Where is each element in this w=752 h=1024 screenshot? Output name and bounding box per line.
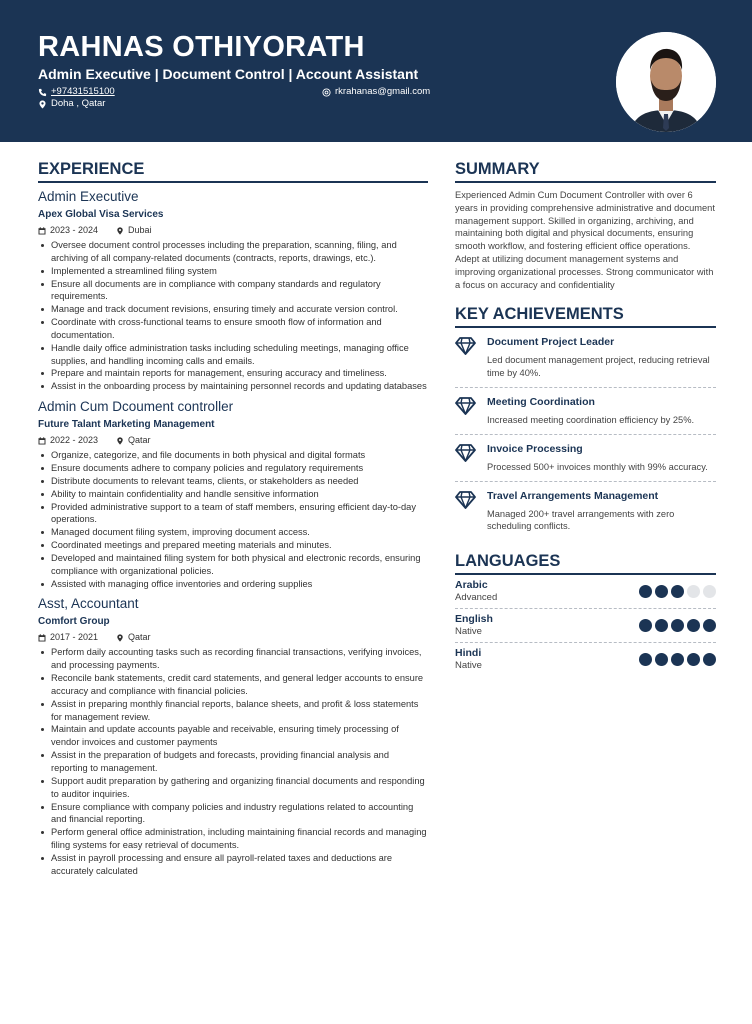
language-level: Native <box>455 626 482 638</box>
experience-column <box>38 160 428 878</box>
rating-dot-filled <box>639 619 652 632</box>
candidate-name: RAHNAS OTHIYORATH <box>38 31 365 63</box>
job-entry <box>38 189 428 393</box>
bullet-item: Implemented a streamlined filing system <box>38 265 428 278</box>
language-item <box>455 575 716 609</box>
achievement-item <box>455 435 716 482</box>
bullet-item: Oversee document control processes including the preparation, scanning, filing, and archiving of all company-related documents (contracts, reports, drawings, etc.). <box>38 239 428 265</box>
job-title: Asst, Accountant <box>38 596 139 612</box>
job-company: Apex Global Visa Services <box>38 209 164 220</box>
bullet-item: Assist in the preparation of budgets and forecasts, providing financial analysis and reporting to management. <box>38 749 428 775</box>
rating-dot-filled <box>671 585 684 598</box>
diamond-icon <box>455 337 476 355</box>
bullet-item: Provided administrative support to a team of staff members, ensuring efficient day-to-day operations. <box>38 501 428 527</box>
bullet-item: Assist in the onboarding process by maintaining personnel records and updating databases <box>38 380 428 393</box>
location-pin-icon <box>116 227 124 235</box>
achievement-item <box>455 482 716 541</box>
language-level: Native <box>455 660 482 672</box>
location-pin-icon <box>116 437 124 445</box>
rating-dot-filled <box>655 653 668 666</box>
bullet-item: Perform general office administration, including maintaining financial records and managing filing systems for easy retrieval of documents. <box>38 826 428 852</box>
achievement-desc: Processed 500+ invoices monthly with 99% accuracy. <box>487 461 708 472</box>
diamond-icon <box>455 397 476 415</box>
bullet-item: Managed document filing system, improving document access. <box>38 526 428 539</box>
calendar-icon <box>38 634 46 642</box>
bullet-item: Handle daily office administration tasks including scheduling meetings, managing office supplies, and handling incoming calls and emails. <box>38 342 428 368</box>
email-contact[interactable] <box>322 86 430 98</box>
language-name: English <box>455 613 493 626</box>
experience-heading: EXPERIENCE <box>38 160 428 183</box>
job-meta <box>38 225 428 236</box>
rating-dot-filled <box>703 619 716 632</box>
bullet-item: Developed and maintained filing system for both physical and electronic records, ensuring compliance with organizational policies. <box>38 552 428 578</box>
job-location: Qatar <box>128 435 151 446</box>
language-rating <box>639 585 716 598</box>
diamond-icon <box>455 491 476 509</box>
achievement-item <box>455 388 716 435</box>
rating-dot-filled <box>687 653 700 666</box>
job-meta <box>38 435 428 446</box>
bullet-item: Prepare and maintain reports for management, ensuring accuracy and timeliness. <box>38 367 428 380</box>
sidebar-column <box>455 160 716 676</box>
achievement-title: Document Project Leader <box>487 336 615 349</box>
job-title: Admin Cum Dcoument controller <box>38 399 234 415</box>
rating-dot-filled <box>655 619 668 632</box>
language-name: Arabic <box>455 579 488 592</box>
languages-heading: LANGUAGES <box>455 552 716 575</box>
location-pin-icon <box>38 100 47 109</box>
bullet-item: Ensure documents adhere to company policies and regulatory requirements <box>38 462 428 475</box>
rating-dot-filled <box>671 653 684 666</box>
bullet-item: Manage and track document revisions, ensuring timely and accurate version control. <box>38 303 428 316</box>
email-address[interactable]: rkrahanas@gmail.com <box>335 86 431 97</box>
achievement-item <box>455 328 716 388</box>
bullet-item: Ability to maintain confidentiality and handle sensitive information <box>38 488 428 501</box>
job-title: Admin Executive <box>38 189 139 204</box>
language-item <box>455 609 716 643</box>
rating-dot-filled <box>639 585 652 598</box>
achievement-title: Meeting Coordination <box>487 395 595 408</box>
candidate-headline: Admin Executive | Document Control | Account Assistant <box>38 66 419 82</box>
language-rating <box>639 653 716 666</box>
bullet-item: Distribute documents to relevant teams, clients, or stakeholders as needed <box>38 475 428 488</box>
job-bullets <box>38 449 428 590</box>
bullet-item: Coordinate with cross-functional teams to ensure smooth flow of information and documentation. <box>38 316 428 342</box>
diamond-icon <box>455 444 476 462</box>
job-bullets <box>38 239 428 393</box>
achievement-desc: Led document management project, reducing retrieval time by 40%. <box>487 355 710 379</box>
phone-icon <box>38 88 47 97</box>
job-company: Comfort Group <box>38 616 110 628</box>
bullet-item: Ensure all documents are in compliance with company standards and regulatory requirements. <box>38 278 428 304</box>
achievements-heading: KEY ACHIEVEMENTS <box>455 305 716 328</box>
rating-dot-empty <box>687 585 700 598</box>
job-meta <box>38 632 428 643</box>
resume-header <box>0 0 752 142</box>
job-location: Qatar <box>128 632 151 643</box>
calendar-icon <box>38 227 46 235</box>
bullet-item: Coordinated meetings and prepared meeting materials and minutes. <box>38 539 428 552</box>
profile-photo <box>616 32 716 132</box>
languages-list <box>455 575 716 676</box>
job-dates: 2017 - 2021 <box>50 632 99 643</box>
rating-dot-filled <box>671 619 684 632</box>
achievement-title: Travel Arrangements Management <box>487 489 659 502</box>
job-bullets <box>38 646 428 877</box>
language-level: Advanced <box>455 592 498 604</box>
profile-avatar-icon <box>616 32 716 132</box>
job-entry <box>38 399 428 590</box>
location-contact <box>38 98 105 110</box>
phone-number[interactable]: +97431515100 <box>51 86 115 97</box>
language-name: Hindi <box>455 647 482 660</box>
achievements-list <box>455 328 716 540</box>
summary-heading: SUMMARY <box>455 160 716 183</box>
at-icon <box>322 88 331 97</box>
bullet-item: Support audit preparation by gathering and organizing financial documents and responding to auditor inquiries. <box>38 775 428 801</box>
bullet-item: Perform daily accounting tasks such as recording financial transactions, verifying invoices, and processing payments. <box>38 646 428 672</box>
rating-dot-filled <box>639 653 652 666</box>
job-location: Dubai <box>128 225 152 235</box>
rating-dot-empty <box>703 585 716 598</box>
phone-contact[interactable] <box>38 86 115 98</box>
rating-dot-filled <box>703 653 716 666</box>
bullet-item: Ensure compliance with company policies and industry regulations related to accounting and financial reporting. <box>38 801 428 827</box>
rating-dot-filled <box>687 619 700 632</box>
job-dates: 2023 - 2024 <box>50 225 99 235</box>
location-text: Doha , Qatar <box>51 98 106 109</box>
summary-text: Experienced Admin Cum Document Controller with over 6 years in providing comprehensive administrative and document management support. Skilled in organizing, archiving, and maintaining both digital and physical documents, ensuring smooth workflow, and fostering efficient office operations. Adept at utilizing document management systems and improving organizational processes. Strong communicator with a focus on accuracy and confidentiality <box>455 190 715 290</box>
bullet-item: Assisted with managing office inventories and ordering supplies <box>38 578 428 591</box>
rating-dot-filled <box>655 585 668 598</box>
bullet-item: Assist in payroll processing and ensure all payroll-related taxes and deductions are accurately calculated <box>38 852 428 878</box>
bullet-item: Organize, categorize, and file documents in both physical and digital formats <box>38 449 428 462</box>
achievement-title: Invoice Processing <box>487 442 583 455</box>
achievement-desc: Managed 200+ travel arrangements with zero scheduling conflicts. <box>487 508 675 532</box>
bullet-item: Maintain and update accounts payable and receivable, ensuring timely processing of vendor invoices and customer payments <box>38 723 428 749</box>
job-company: Future Talant Marketing Management <box>38 419 215 431</box>
job-entry <box>38 596 428 877</box>
language-item <box>455 643 716 676</box>
achievement-desc: Increased meeting coordination efficiency by 25%. <box>487 414 695 425</box>
bullet-item: Assist in preparing monthly financial reports, balance sheets, and profit & loss statements for management review. <box>38 698 428 724</box>
job-dates: 2022 - 2023 <box>50 435 99 446</box>
language-rating <box>639 619 716 632</box>
bullet-item: Reconcile bank statements, credit card statements, and general ledger accounts to ensure accuracy and compliance with financial policies. <box>38 672 428 698</box>
location-pin-icon <box>116 634 124 642</box>
calendar-icon <box>38 437 46 445</box>
